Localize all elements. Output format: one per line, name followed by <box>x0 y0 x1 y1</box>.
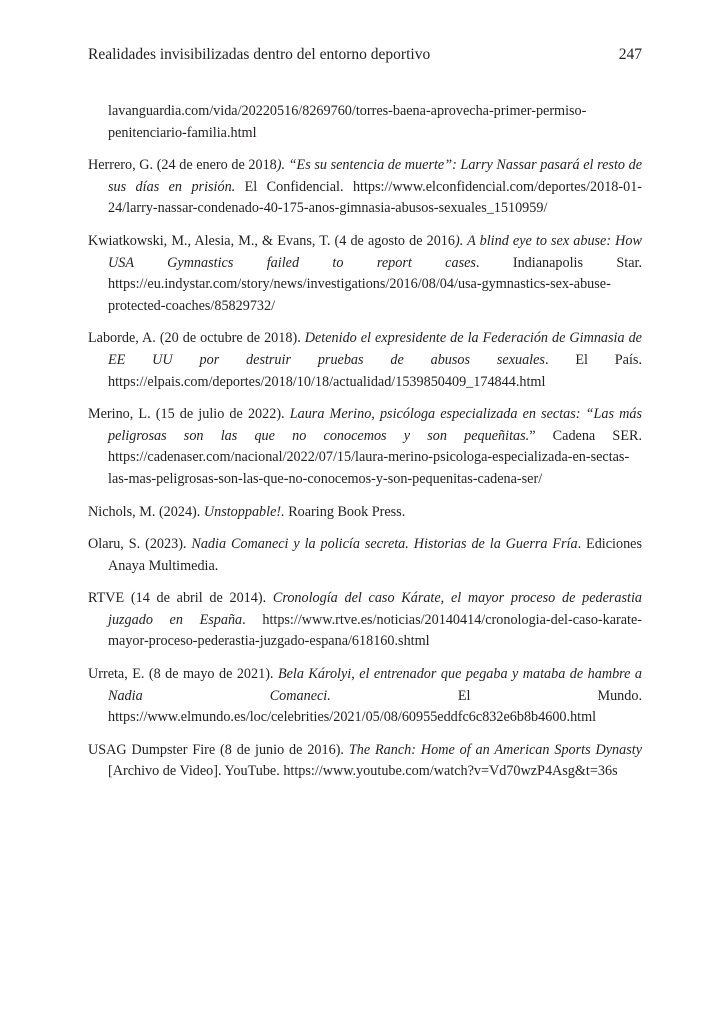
reference-source: . Indianapolis Star. <box>475 254 642 271</box>
reference-source: . El País. <box>544 351 642 368</box>
reference-url[interactable]: https://elpais.com/deportes/2018/10/18/actualidad/1539850409_174844.html <box>108 373 546 390</box>
reference-entry-merino <box>88 404 642 490</box>
reference-title: ). A blind eye to sex abuse: How USA Gymnastics failed to report cases <box>108 232 642 271</box>
reference-author-date: Kwiatkowski, M., Alesia, M., & Evans, T. (4 de agosto de 2016 <box>88 232 455 249</box>
reference-title: Cronología del caso Kárate, el mayor proceso de pederastia juzgado en España <box>108 590 642 628</box>
reference-entry-olaru <box>88 534 642 577</box>
reference-author-date: RTVE (14 de abril de 2014). <box>88 590 273 607</box>
reference-author-date: Laborde, A. (20 de octubre de 2018). <box>88 330 305 347</box>
reference-url[interactable]: https://cadenaser.com/nacional/2022/07/15/laura-merino-psicologa-especializada-en-sectas-las-mas-peligrosas-son-las-que-no-conocemos-y-son-pequenitas-cadena-ser/ <box>108 449 630 487</box>
reference-title: ). “Es su sentencia de muerte”: Larry Nassar pasará el resto de sus días en prisión. <box>108 157 642 195</box>
reference-title: Detenido el expresidente de la Federación de Gimnasia de EE UU por destruir pruebas de abusos sexuales <box>108 330 642 368</box>
page-number: 247 <box>618 46 642 63</box>
reference-source: [Archivo de Video]. YouTube. <box>108 763 280 780</box>
reference-url[interactable]: https://eu.indystar.com/story/news/investigations/2016/08/04/usa-gymnastics-sex-abuse-protected-coaches/85829732/ <box>108 276 611 314</box>
reference-title: The Ranch: Home of an American Sports Dynasty <box>348 741 642 758</box>
reference-entry-rtve <box>88 588 642 653</box>
reference-title: Unstoppable!. <box>203 503 285 520</box>
running-header <box>88 44 642 66</box>
reference-author-date: Herrero, G. (24 de enero de 2018 <box>88 157 277 174</box>
reference-author-date: Olaru, S. (2023). <box>88 536 192 553</box>
reference-url[interactable]: lavanguardia.com/vida/20220516/8269760/torres-baena-aprovecha-primer-permiso-penitenciario-familia.html <box>108 103 587 141</box>
reference-title: Laura Merino, psicóloga especializada en sectas: “Las más peligrosas son las que no conocemos y son pequeñitas. <box>108 406 642 444</box>
reference-url[interactable]: https://www.elmundo.es/loc/celebrities/2021/05/08/60955eddfc6c832e6b8b4600.html <box>108 709 597 726</box>
reference-author-date: Urreta, E. (8 de mayo de 2021). <box>88 666 278 683</box>
reference-source: . Ediciones Anaya Multimedia. <box>108 536 642 574</box>
reference-title: Bela Károlyi, el entrenador que pegaba y mataba de hambre a Nadia Comaneci. <box>108 666 643 704</box>
reference-author-date: Merino, L. (15 de julio de 2022). <box>88 406 290 423</box>
reference-entry-laborde <box>88 328 642 393</box>
reference-source: ” Cadena SER. <box>529 427 642 444</box>
reference-entry-usag <box>88 740 642 783</box>
reference-author-date: USAG Dumpster Fire (8 de junio de 2016). <box>88 741 349 758</box>
reference-entry-nichols <box>88 502 642 524</box>
reference-source: El Confidencial. <box>235 178 344 195</box>
reference-author-date: Nichols, M. (2024). <box>88 503 204 520</box>
reference-source: . <box>242 611 246 628</box>
reference-url[interactable]: https://www.youtube.com/watch?v=Vd70wzP4Asg&t=36s <box>283 763 618 780</box>
reference-url[interactable]: https://www.rtve.es/noticias/20140414/cronologia-del-caso-karate-mayor-proceso-pederastia-juzgado-espana/618160.shtml <box>108 611 643 650</box>
reference-source: Roaring Book Press. <box>284 503 406 520</box>
reference-entry-herrero <box>88 155 642 220</box>
reference-source: El Mundo. <box>330 687 642 704</box>
reference-list <box>88 101 642 794</box>
reference-entry-kwiatkowski <box>88 231 642 317</box>
reference-entry-continuation <box>88 101 642 144</box>
reference-title: Nadia Comaneci y la policía secreta. Historias de la Guerra Fría <box>191 536 578 553</box>
reference-entry-urreta <box>88 664 642 729</box>
reference-url[interactable]: https://www.elconfidencial.com/deportes/2018-01-24/larry-nassar-condenado-40-175-anos-gimnasia-abusos-sexuales_1510959/ <box>108 178 643 217</box>
running-header-title: Realidades invisibilizadas dentro del entorno deportivo <box>88 46 431 63</box>
